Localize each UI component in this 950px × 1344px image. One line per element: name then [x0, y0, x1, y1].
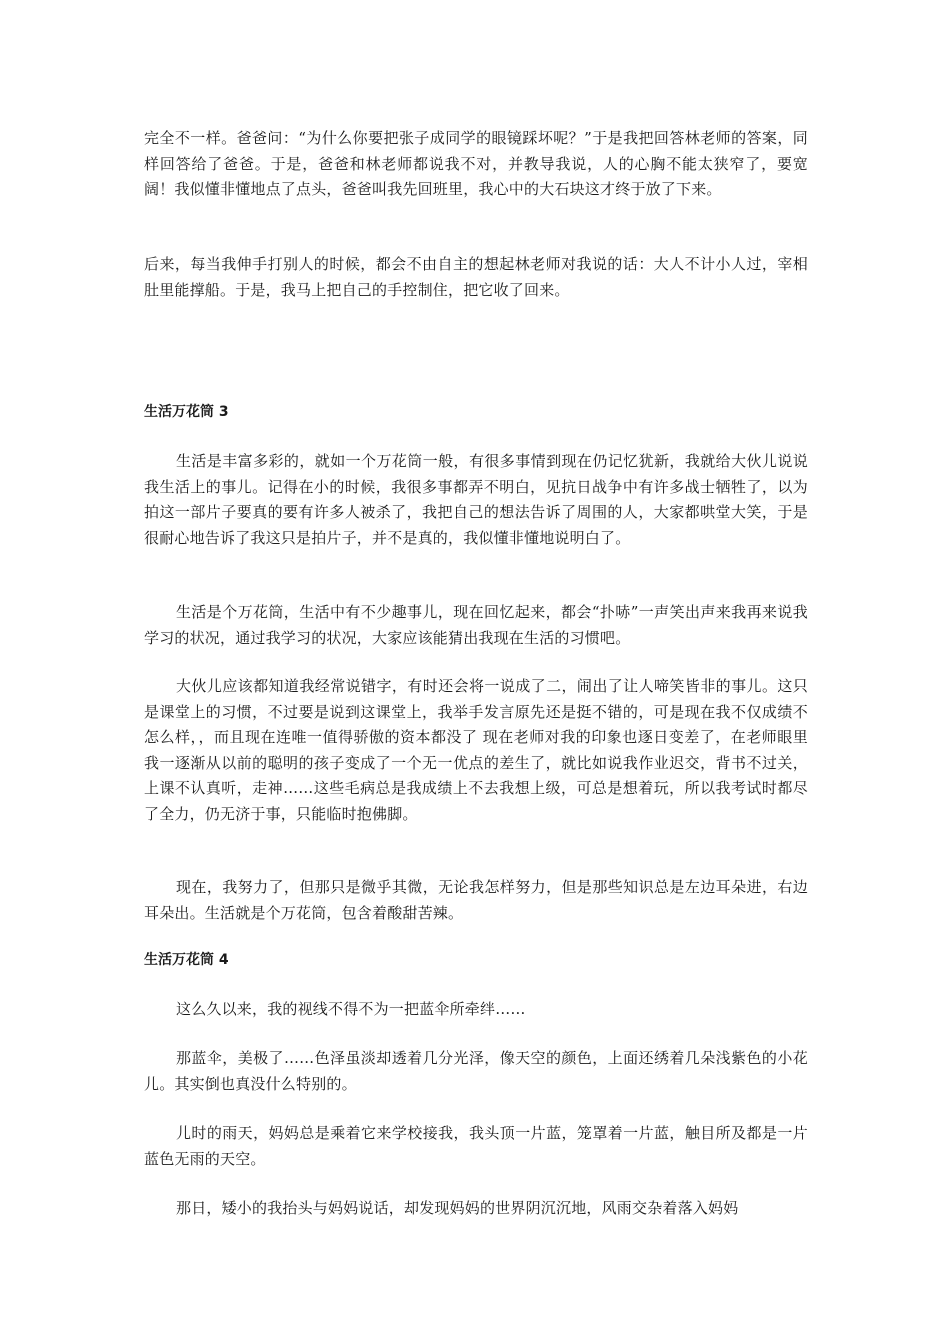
section3-paragraph-4: 现在，我努力了，但那只是微乎其微，无论我怎样努力，但是那些知识总是左边耳朵进，右边耳朵出。生活就是个万花筒，包含着酸甜苦辣。: [144, 878, 808, 922]
section-title-4: 生活万花筒 4: [144, 952, 229, 968]
section3-paragraph-1: 生活是丰富多彩的，就如一个万花筒一般，有很多事情到现在仍记忆犹新，我就给大伙儿说说我生活上的事儿。记得在小的时候，我很多事都弄不明白，见抗日战争中有许多战士牺牲了，以为拍这一部片子要真的要有许多人被杀了，我把自己的想法告诉了周围的人，大家都哄堂大笑，于是很耐心地告诉了我这只是拍片子，并不是真的，我似懂非懂地说明白了。: [144, 452, 808, 547]
section-title-3: 生活万花筒 3: [144, 404, 229, 420]
section3-paragraph-2: 生活是个万花筒，生活中有不少趣事儿，现在回忆起来，都会“扑哧”一声笑出声来我再来说我学习的状况，通过我学习的状况，大家应该能猜出我现在生活的习惯吧。: [144, 603, 808, 647]
section4-paragraph-4: 那日，矮小的我抬头与妈妈说话，却发现妈妈的世界阴沉沉地，风雨交杂着落入妈妈: [176, 1199, 739, 1217]
section4-paragraph-2: 那蓝伞，美极了……色泽虽淡却透着几分光泽，像天空的颜色，上面还绣着几朵浅紫色的小花儿。其实倒也真没什么特别的。: [144, 1049, 808, 1093]
section4-paragraph-3: 儿时的雨天，妈妈总是乘着它来学校接我，我头顶一片蓝，笼罩着一片蓝，触目所及都是一片蓝色无雨的天空。: [144, 1124, 808, 1168]
section3-paragraph-3: 大伙儿应该都知道我经常说错字，有时还会将一说成了二，闹出了让人啼笑皆非的事儿。这只是课堂上的习惯，不过要是说到这课堂上，我举手发言原先还是挺不错的，可是现在我不仅成绩不怎么样，，而且现在连唯一值得骄傲的资本都没了 现在老师对我的印象也逐日变差了，在老师眼里我一逐渐从以前的聪明的孩子变成了一个无一优点的差生了，就比如说我作业迟交，背书不过关，上课不认真听，走神……这些毛病总是我成绩上不去我想上级，可总是想着玩，所以我考试时都尽了全力，仍无济于事，只能临时抱佛脚。: [144, 677, 808, 823]
paragraph-top-2: 后来，每当我伸手打别人的时候，都会不由自主的想起林老师对我说的话：大人不计小人过，宰相肚里能撑船。于是，我马上把自己的手控制住，把它收了回来。: [144, 255, 808, 299]
section4-paragraph-1: 这么久以来，我的视线不得不为一把蓝伞所牵绊……: [176, 1000, 526, 1018]
paragraph-top-1: 完全不一样。爸爸问：“为什么你要把张子成同学的眼镜踩坏呢？”于是我把回答林老师的答案，同样回答给了爸爸。于是，爸爸和林老师都说我不对，并教导我说，人的心胸不能太狭窄了，要宽阔！我似懂非懂地点了点头，爸爸叫我先回班里，我心中的大石块这才终于放了下来。: [144, 129, 808, 198]
